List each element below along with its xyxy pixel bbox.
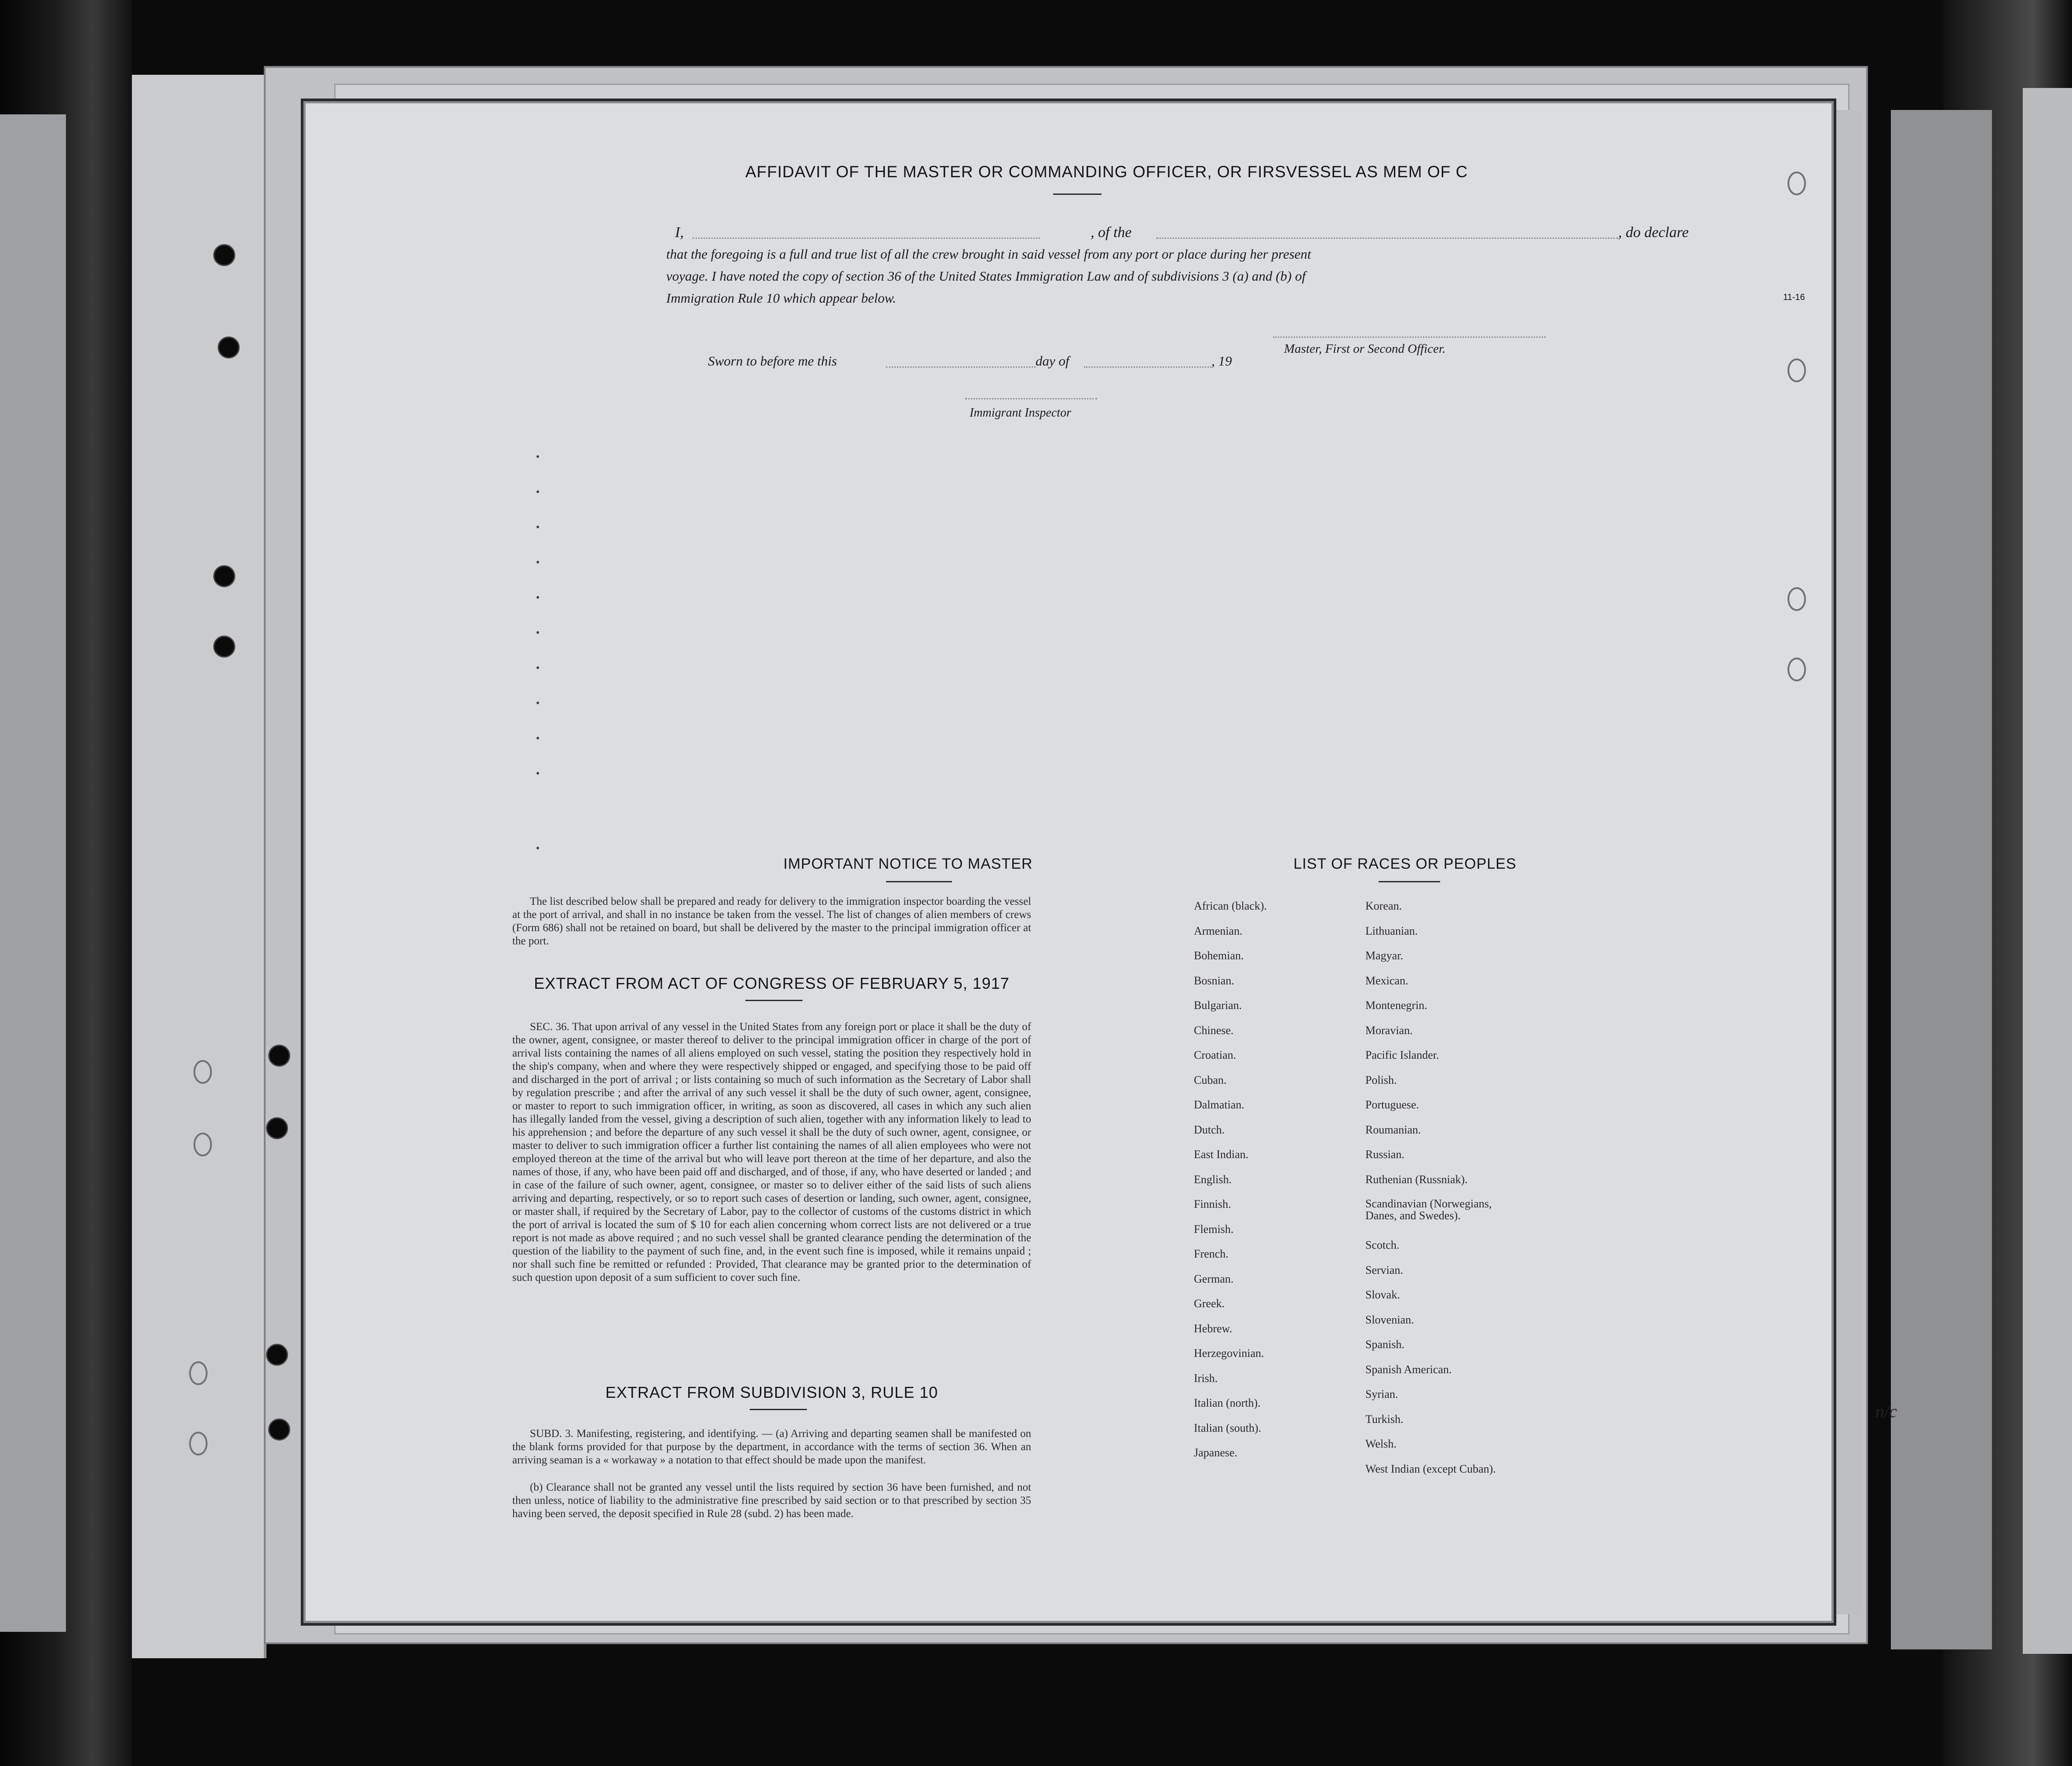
notice-text: The list described below shall be prepared and ready for delivery to the immigration inspector boarding the vessel at the port of arrival, and shall in no instance be taken from the vessel. The list of changes of alien members of crews (Form 686) shall not be retained on board, but shall be delivered by the master to the principal immigration officer at the port. xyxy=(512,896,1031,947)
race-item: Magyar. xyxy=(1365,949,1403,962)
punch-hole xyxy=(218,336,240,358)
notice-title: IMPORTANT NOTICE TO MASTER xyxy=(783,856,1033,872)
punch-hole xyxy=(213,565,235,587)
rule-extract-para-a: SUBD. 3. Manifesting, registering, and identifying. — (a) Arriving and departing seamen shall be manifested on the blank forms provided for that purpose by the department, in accordance with the terms of section 36. When an arriving seaman is a « workaway » a notation to that effect should be made upon the manifest. xyxy=(512,1428,1031,1466)
binder-strip xyxy=(0,114,66,1632)
race-item: Scotch. xyxy=(1365,1239,1400,1252)
page-edge xyxy=(1829,110,1861,1614)
race-item: Dalmatian. xyxy=(1194,1098,1244,1111)
margin-dot xyxy=(536,561,539,563)
inspector-blank[interactable] xyxy=(965,398,1097,399)
race-item: Japanese. xyxy=(1194,1446,1237,1459)
rule-extract-para-b: (b) Clearance shall not be granted any vessel until the lists required by section 36 have been furnished, and not then unless, notice of liability to the administrative fine prescribed by said section or to that prescribed by section 35 having been served, the deposit specified in Rule 28 (subd. 2) has been made. xyxy=(512,1481,1031,1520)
vessel-blank[interactable] xyxy=(1156,238,1618,239)
race-item: Spanish American. xyxy=(1365,1363,1452,1376)
race-item: African (black). xyxy=(1194,899,1267,912)
race-item: Pacific Islander. xyxy=(1365,1049,1439,1061)
race-item: Bosnian. xyxy=(1194,974,1234,987)
race-item: Chinese. xyxy=(1194,1024,1234,1037)
race-item: Russian. xyxy=(1365,1148,1404,1161)
signature-blank[interactable] xyxy=(1273,336,1546,338)
margin-dot xyxy=(536,631,539,634)
punch-hole xyxy=(213,636,235,658)
ring-hole xyxy=(1787,658,1806,681)
punch-hole xyxy=(266,1344,288,1366)
race-item: Bulgarian. xyxy=(1194,999,1242,1012)
race-item: Spanish. xyxy=(1365,1338,1404,1351)
do-declare-label: , do declare xyxy=(1618,224,1689,241)
race-item: Syrian. xyxy=(1365,1388,1398,1401)
race-item: Korean. xyxy=(1365,899,1402,912)
ring-hole xyxy=(1787,358,1806,382)
ring-hole xyxy=(193,1060,212,1084)
sworn-label: Sworn to before me this xyxy=(708,353,837,369)
year-label: , 19 xyxy=(1211,353,1232,369)
declaration-line: Immigration Rule 10 which appear below. xyxy=(666,290,896,306)
margin-dot xyxy=(536,847,539,849)
race-item: Croatian. xyxy=(1194,1049,1237,1061)
act-extract-title: EXTRACT FROM ACT OF CONGRESS OF FEBRUARY 5, 1917 xyxy=(534,974,1010,992)
race-item: Herzegovinian. xyxy=(1194,1347,1264,1360)
race-item: Armenian. xyxy=(1194,924,1243,937)
race-item: Dutch. xyxy=(1194,1123,1225,1136)
title-rule xyxy=(1379,881,1440,882)
day-blank[interactable] xyxy=(886,366,1036,368)
day-of-label: day of xyxy=(1036,353,1069,369)
race-item: Flemish. xyxy=(1194,1222,1234,1236)
race-item: West Indian (except Cuban). xyxy=(1365,1462,1496,1475)
race-item: Greek. xyxy=(1194,1297,1225,1310)
rule-extract-title: EXTRACT FROM SUBDIVISION 3, RULE 10 xyxy=(605,1383,938,1401)
race-item: Irish. xyxy=(1194,1371,1218,1385)
race-item: Hebrew. xyxy=(1194,1322,1233,1335)
ring-hole xyxy=(189,1361,208,1385)
race-item: Montenegrin. xyxy=(1365,999,1427,1012)
margin-dot xyxy=(536,737,539,739)
margin-dot xyxy=(536,702,539,704)
title-rule xyxy=(886,881,952,882)
binder-strip xyxy=(132,75,266,1658)
race-item: Finnish. xyxy=(1194,1198,1231,1210)
race-item: French. xyxy=(1194,1247,1229,1260)
race-item: Slovak. xyxy=(1365,1288,1400,1302)
name-blank[interactable] xyxy=(693,238,1040,239)
race-item: Italian (south). xyxy=(1194,1421,1262,1434)
race-item: Scandinavian (Norwegians, Danes, and Swedes). xyxy=(1365,1197,1492,1222)
race-item: Polish. xyxy=(1365,1073,1397,1086)
declaration-line: voyage. I have noted the copy of section 36 of the United States Immigration Law and of subdivisions 3 (a) and (b) of xyxy=(666,268,1306,284)
race-item: Ruthenian (Russniak). xyxy=(1365,1173,1468,1186)
race-item: Cuban. xyxy=(1194,1073,1227,1086)
act-extract-text: SEC. 36. That upon arrival of any vessel in the United States from any foreign port or place it shall be the duty of the owner, agent, consignee, or master thereof to deliver to the principal immigration officer in charge of the port of arrival lists containing the names of all aliens employed on such vessel, stating the position they respectively hold in the ship's company, when and where they were respectively shipped or engaged, and specifying those to be paid off and discharged in the port of arrival ; or lists containing so much of such information as the Secretary of Labor shall by regulation prescribe ; and after the arrival of any such vessel it shall be the duty of such owner, agent, consignee, or master to report to such immigration officer, in writing, as soon as discovered, all cases in which any such alien has illegally landed from the vessel, giving a description of such alien, together with any information likely to lead to his apprehension ; and before the departure of any such vessel it shall be the duty of such owner, agent, consignee, or master to deliver to such immigration officer a further list containing the names of all alien employees who were not employed thereon at the time of the arrival but who will leave port thereon at the time of her departure, and also the names of those, if any, who have been paid off and discharged, and of those, if any, who have deserted or landed ; and in case of the failure of such owner, agent, consignee, or master so to deliver either of the said lists of such aliens arriving and departing, respectively, or so to report such cases of desertion or landing, such owner, agent, consignee, or master shall, if required by the Secretary of Labor, pay to the collector of customs of the customs district in which the port of arrival is located the sum of $ 10 for each alien concerning whom correct lists are not delivered or a true report is not made as above required ; and no such vessel shall be granted clearance pending the determination of the question of the liability to the payment of such fine, and, in the event such fine is imposed, while it remains unpaid ; nor shall such fine be remitted or refunded : Provided, That clearance may be granted prior to the determination of such question upon deposit of a sum sufficient to cover such fine. xyxy=(512,1021,1031,1283)
race-item: Portuguese. xyxy=(1365,1098,1419,1111)
punch-hole xyxy=(268,1045,290,1067)
race-item: Moravian. xyxy=(1365,1024,1413,1037)
margin-dot xyxy=(536,596,539,599)
punch-hole xyxy=(268,1419,290,1441)
affidavit-title: AFFIDAVIT OF THE MASTER OR COMMANDING OFFICER, OR FIRSVESSEL AS MEM OF C xyxy=(745,163,1468,181)
races-title: LIST OF RACES OR PEOPLES xyxy=(1293,856,1517,872)
margin-dot xyxy=(536,772,539,775)
race-item: Mexican. xyxy=(1365,974,1408,987)
race-item: Servian. xyxy=(1365,1263,1403,1276)
margin-dot xyxy=(536,526,539,528)
margin-dot xyxy=(536,490,539,493)
race-item: German. xyxy=(1194,1272,1234,1285)
margin-note: n/c xyxy=(1875,1401,1897,1421)
title-rule xyxy=(750,1409,807,1410)
race-item: East Indian. xyxy=(1194,1148,1249,1161)
ring-hole xyxy=(1787,587,1806,611)
race-item: Turkish. xyxy=(1365,1412,1404,1426)
signature-caption: Master, First or Second Officer. xyxy=(1284,342,1446,356)
race-item: Lithuanian. xyxy=(1365,924,1418,937)
margin-dot xyxy=(536,666,539,669)
ring-hole xyxy=(1787,172,1806,195)
margin-dot xyxy=(536,455,539,458)
ring-hole xyxy=(189,1432,208,1455)
binder-strip xyxy=(2023,88,2072,1654)
race-item: Welsh. xyxy=(1365,1437,1397,1451)
i-label: I, xyxy=(675,224,684,241)
punch-hole xyxy=(213,244,235,266)
form-page xyxy=(303,101,1897,1623)
title-rule xyxy=(1053,194,1102,195)
race-item: Bohemian. xyxy=(1194,949,1244,962)
side-mark: 11-16 xyxy=(1783,293,1805,302)
race-item: Italian (north). xyxy=(1194,1397,1261,1409)
race-item: Roumanian. xyxy=(1365,1123,1421,1136)
month-blank[interactable] xyxy=(1084,366,1211,368)
binder-strip xyxy=(1891,110,1992,1649)
declaration-line: that the foregoing is a full and true list of all the crew brought in said vessel from any port or place during her present xyxy=(666,246,1311,262)
race-item: English. xyxy=(1194,1173,1232,1186)
inspector-caption: Immigrant Inspector xyxy=(970,406,1071,420)
race-item: Slovenian. xyxy=(1365,1313,1414,1326)
ring-hole xyxy=(193,1133,212,1156)
punch-hole xyxy=(266,1117,288,1139)
title-rule xyxy=(745,1000,803,1001)
of-the-label: , of the xyxy=(1091,224,1132,241)
